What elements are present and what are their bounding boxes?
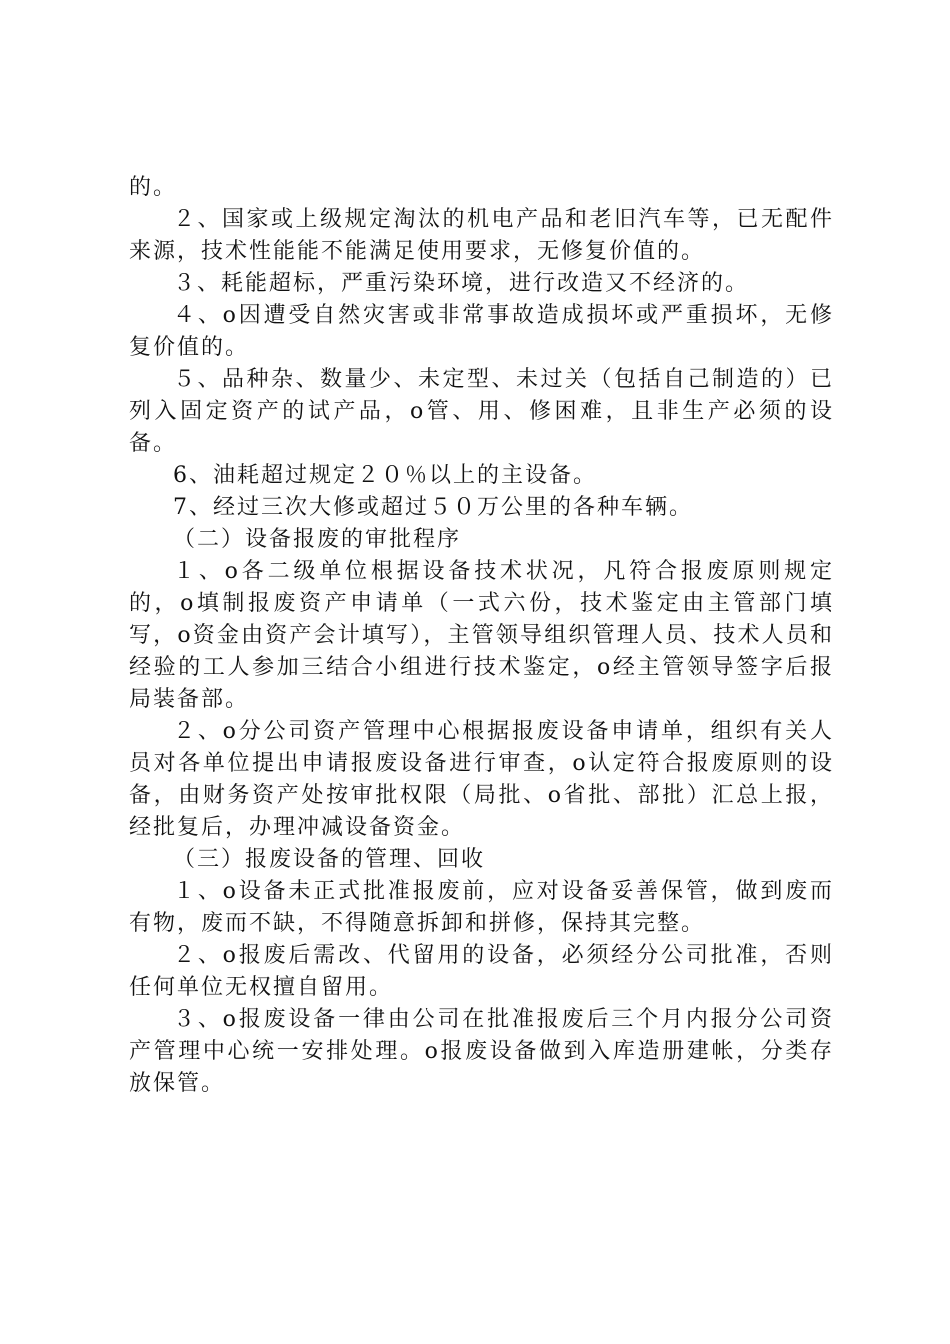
section-heading-management: （三）报废设备的管理、回收 (173, 847, 486, 872)
paragraph-approval-1: １、o各二级单位根据设备技术状况，凡符合报废原则规定的，o填制报废资产申请单（一式六份，技术鉴定由主管部门填写，o资金由资产会计填写），主管领导组织管理人员、技术人员和经验的工人参加三结合小组进行技术鉴定，o经主管领导签字后报局装备部。 (129, 559, 834, 712)
paragraph-item-2-obsolete-products: ２、国家或上级规定淘汰的机电产品和老旧汽车等，已无配件来源，技术性能能不能满足使用要求，无修复价值的。 (129, 207, 834, 264)
paragraph-management-2: ２、o报废后需改、代留用的设备，必须经分公司批准，否则任何单位无权擅自留用。 (129, 943, 834, 1000)
paragraph-approval-2: ２、o分公司资产管理中心根据报废设备申请单，组织有关人员对各单位提出申请报废设备进行审查，o认定符合报废原则的设备，由财务资产处按审批权限（局批、o省批、部批）汇总上报，经批复后，办理冲减设备资金。 (129, 719, 834, 840)
section-heading-approval: （二）设备报废的审批程序 (173, 527, 462, 552)
paragraph-management-1: １、o设备未正式批准报废前，应对设备妥善保管，做到废而有物，废而不缺，不得随意拆卸和拼修，保持其完整。 (129, 879, 834, 936)
document-body (129, 172, 834, 1100)
paragraph-management-3: ３、o报废设备一律由公司在批准报废后三个月内报分公司资产管理中心统一安排处理。o报废设备做到入库造册建帐，分类存放保管。 (129, 1007, 834, 1096)
paragraph-item-4-disaster: ４、o因遭受自然灾害或非常事故造成损坏或严重损坏，无修复价值的。 (129, 303, 834, 360)
paragraph-item-5-trial-products: ５、品种杂、数量少、未定型、未过关（包括自己制造的）已列入固定资产的试产品，o管、用、修困难，且非生产必须的设备。 (129, 367, 834, 456)
paragraph-item-3-energy: ３、耗能超标，严重污染环境，进行改造又不经济的。 (173, 271, 750, 296)
paragraph-item-6-fuel: 6、油耗超过规定２０％以上的主设备。 (173, 463, 597, 488)
paragraph-item-7-vehicles: 7、经过三次大修或超过５０万公里的各种车辆。 (173, 495, 693, 520)
paragraph-continuation: 的。 (129, 175, 178, 200)
